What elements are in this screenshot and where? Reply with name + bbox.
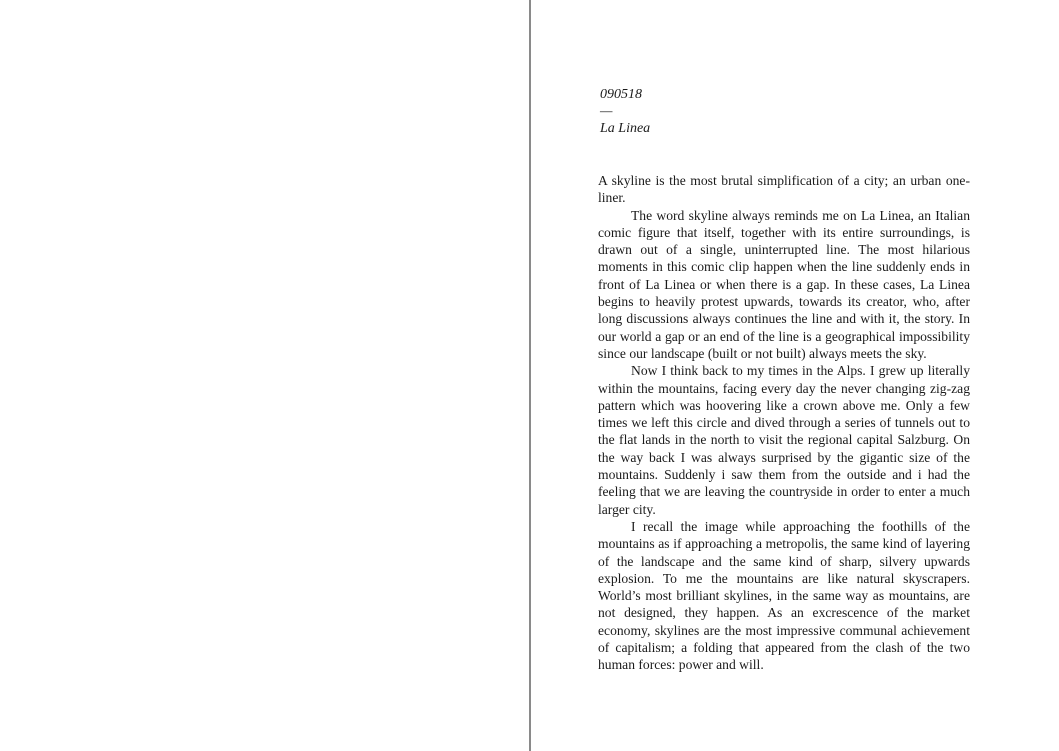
paragraph: Now I think back to my times in the Alps. I grew up literally within the mountains, facing every day the never changing zig-zag pattern which was hoovering like a crown above me. Only a few times we left this circle and dived through a series of tunnels out to the flat lands in the north to visit the regional capital Salzburg. On the way back I was always surprised by the gigantic size of the mountains. Suddenly i saw them from the outside and i had the feeling that we are leaving the countryside in order to enter a much larger city. <box>598 363 970 517</box>
paragraph: The word skyline always reminds me on La Linea, an Italian comic figure that itself, together with its entire surroundings, is drawn out of a single, uninterrupted line. The most hilarious moments in this comic clip happen when the line suddenly ends in front of La Linea or when there is a gap. In these cases, La Linea begins to heavily protest upwards, towards its creator, who, after long discussions always continues the line and with it, the story. In our world a gap or an end of the line is a geographical impossibility since our landscape (built or not built) always meets the sky. <box>598 207 970 361</box>
paragraph: A skyline is the most brutal simplification of a city; an urban one-liner. <box>598 173 970 206</box>
entry-title: La Linea <box>600 121 651 136</box>
paragraph: I recall the image while approaching the foothills of the mountains as if approaching a metropolis, the same kind of layering of the landscape and the same kind of sharp, silvery upwards explosion. To me the mountains are like natural skyscrapers. World’s most brilliant skylines, in the same way as mountains, are not designed, they happen. As an excrescence of the market economy, skylines are the most impressive communal achievement of capitalism; a folding that appeared from the clash of the two human forces: power and will. <box>598 518 970 673</box>
body-text <box>598 172 970 674</box>
entry-date: 090518 <box>600 87 642 102</box>
header-dash: — <box>600 104 613 119</box>
left-page <box>0 0 529 751</box>
right-page <box>531 0 1059 751</box>
entry-header <box>600 86 650 137</box>
